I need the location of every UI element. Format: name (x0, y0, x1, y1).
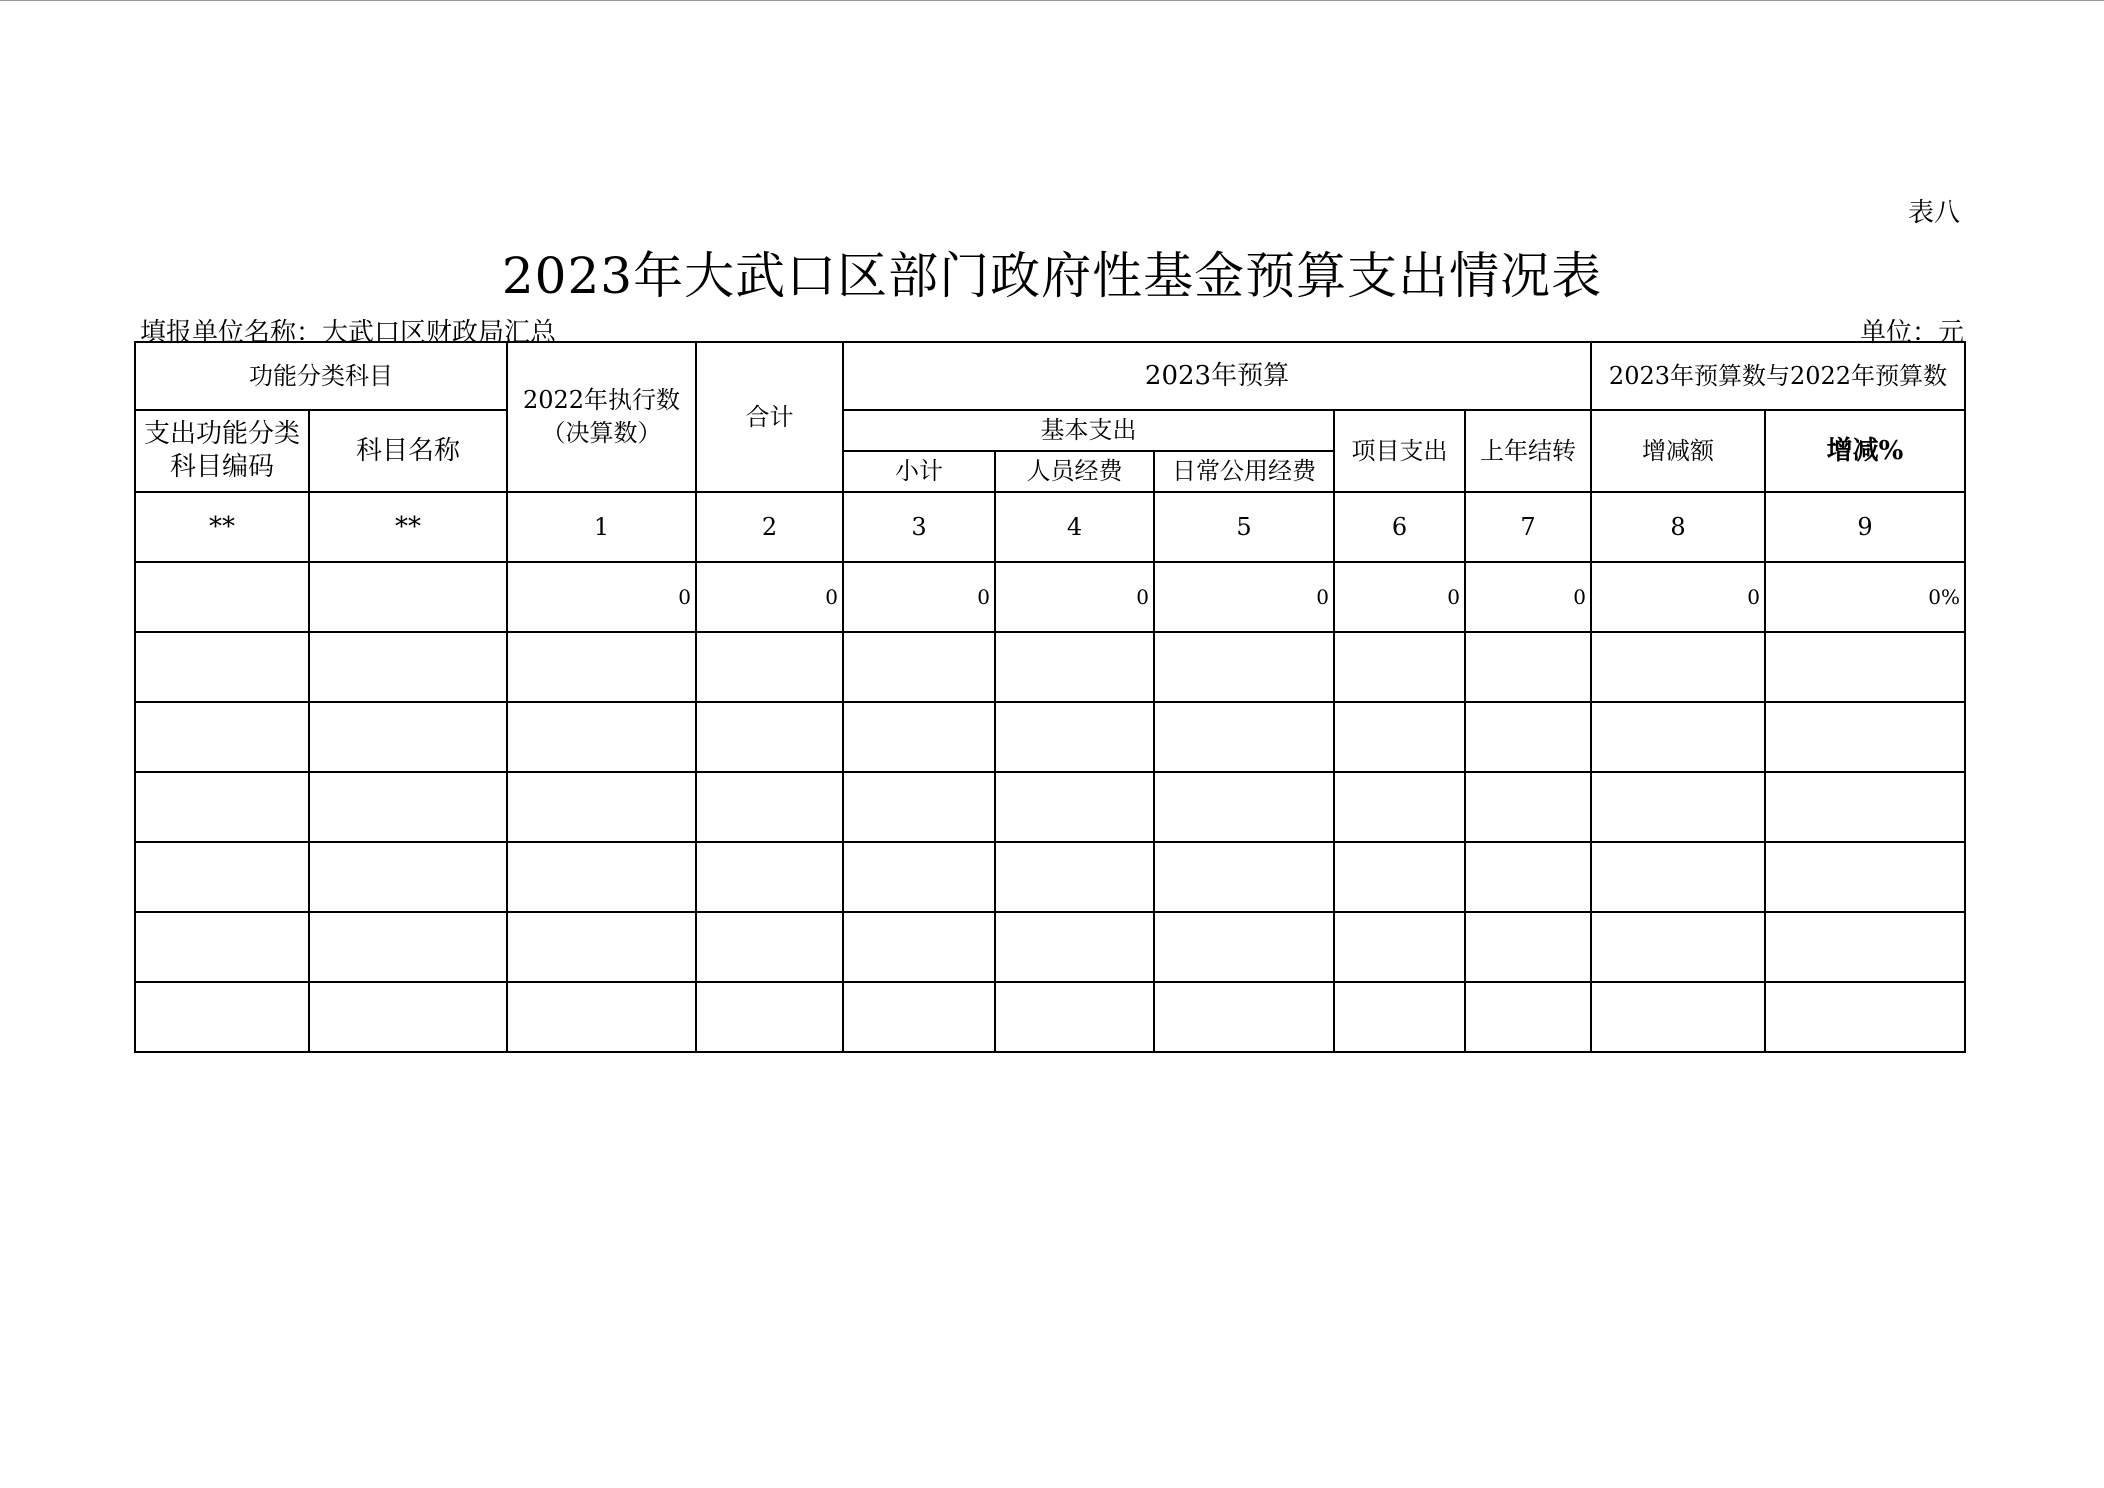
table-cell (1465, 772, 1591, 842)
currency-unit: 单位：元 (1859, 318, 1964, 348)
header-subtotal: 小计 (843, 451, 995, 492)
table-cell (1154, 842, 1334, 912)
header-project-exp: 项目支出 (1334, 410, 1465, 492)
table-cell (309, 912, 507, 982)
table-cell (995, 702, 1154, 772)
table-cell (507, 982, 696, 1052)
index-cell: 8 (1591, 492, 1765, 562)
header-row-1 (135, 342, 1965, 410)
table-cell (1765, 772, 1965, 842)
table-cell (843, 982, 995, 1052)
table-cell: 0 (507, 562, 696, 632)
table-cell (309, 982, 507, 1052)
table-cell (995, 772, 1154, 842)
table-cell (135, 702, 309, 772)
table-cell (135, 842, 309, 912)
table-cell (135, 772, 309, 842)
table-row (135, 702, 1965, 772)
table-cell (1765, 702, 1965, 772)
table-cell (995, 912, 1154, 982)
table-cell: 0 (1154, 562, 1334, 632)
header-change-amt: 增减额 (1591, 410, 1765, 492)
header-compare: 2023年预算数与2022年预算数 (1591, 342, 1965, 410)
index-cell: 7 (1465, 492, 1591, 562)
table-cell: 0 (1334, 562, 1465, 632)
table-cell (696, 632, 843, 702)
table-cell (309, 562, 507, 632)
table-cell (1154, 772, 1334, 842)
table-cell (309, 702, 507, 772)
table-cell: 0 (1591, 562, 1765, 632)
header-change-pct: 增减% (1765, 410, 1965, 492)
table-cell (1465, 702, 1591, 772)
table-cell (309, 772, 507, 842)
table-cell (696, 842, 843, 912)
table-row (135, 842, 1965, 912)
table-cell (696, 982, 843, 1052)
index-row (135, 492, 1965, 562)
table-cell (1591, 982, 1765, 1052)
table-cell (1465, 912, 1591, 982)
table-cell (1334, 632, 1465, 702)
table-cell (1465, 982, 1591, 1052)
table-cell (1765, 982, 1965, 1052)
table-cell: 0 (843, 562, 995, 632)
table-cell: 0 (995, 562, 1154, 632)
header-exec-2022: 2022年执行数 （决算数） (507, 342, 696, 492)
table-cell (507, 912, 696, 982)
header-basic-exp: 基本支出 (843, 410, 1334, 451)
table-cell: 0 (696, 562, 843, 632)
table-row (135, 562, 1965, 632)
table-cell (1334, 982, 1465, 1052)
table-row (135, 632, 1965, 702)
table-cell (995, 632, 1154, 702)
table-cell (135, 562, 309, 632)
table-cell: 0 (1465, 562, 1591, 632)
table-cell (507, 772, 696, 842)
table-cell (1765, 912, 1965, 982)
table-cell (507, 632, 696, 702)
header-daily-public: 日常公用经费 (1154, 451, 1334, 492)
index-cell: ** (135, 492, 309, 562)
table-number: 表八 (1907, 198, 1960, 228)
table-cell (696, 702, 843, 772)
index-cell: 3 (843, 492, 995, 562)
table-cell (843, 632, 995, 702)
table-cell (1334, 772, 1465, 842)
table-cell (135, 912, 309, 982)
header-budget-2023: 2023年预算 (843, 342, 1591, 410)
header-func-code: 支出功能分类 科目编码 (135, 410, 309, 492)
table-cell (1465, 632, 1591, 702)
table-cell (1591, 842, 1765, 912)
table-cell (1591, 702, 1765, 772)
index-cell: ** (309, 492, 507, 562)
top-rule (0, 0, 2104, 1)
table-cell (507, 702, 696, 772)
budget-expenditure-table (134, 341, 1966, 1053)
table-cell (995, 842, 1154, 912)
index-cell: 1 (507, 492, 696, 562)
table-cell (309, 632, 507, 702)
table-cell (1591, 772, 1765, 842)
table-row (135, 772, 1965, 842)
table-cell (135, 982, 309, 1052)
reporting-unit-name: 填报单位名称：大武口区财政局汇总 (140, 318, 557, 348)
header-total: 合计 (696, 342, 843, 492)
header-carryover: 上年结转 (1465, 410, 1591, 492)
table-row (135, 982, 1965, 1052)
table-cell (696, 772, 843, 842)
table-cell (843, 702, 995, 772)
table-cell (1591, 632, 1765, 702)
table-cell (995, 982, 1154, 1052)
table-cell (135, 632, 309, 702)
table-cell (1591, 912, 1765, 982)
index-cell: 2 (696, 492, 843, 562)
header-row-2 (135, 410, 1965, 451)
table-cell (1154, 632, 1334, 702)
table-row (135, 912, 1965, 982)
index-cell: 9 (1765, 492, 1965, 562)
table-cell (696, 912, 843, 982)
table-cell (1154, 912, 1334, 982)
table-cell (1765, 632, 1965, 702)
table-cell (1334, 912, 1465, 982)
index-cell: 5 (1154, 492, 1334, 562)
table-cell (1154, 982, 1334, 1052)
header-func-class: 功能分类科目 (135, 342, 507, 410)
table-cell (309, 842, 507, 912)
table-cell (1334, 842, 1465, 912)
table-cell (843, 912, 995, 982)
header-subject-name: 科目名称 (309, 410, 507, 492)
index-cell: 4 (995, 492, 1154, 562)
table-cell (843, 772, 995, 842)
table-cell (507, 842, 696, 912)
table-cell: 0% (1765, 562, 1965, 632)
page-title: 2023年大武口区部门政府性基金预算支出情况表 (501, 247, 1603, 305)
header-personnel: 人员经费 (995, 451, 1154, 492)
table-cell (843, 842, 995, 912)
table-cell (1334, 702, 1465, 772)
table-cell (1765, 842, 1965, 912)
index-cell: 6 (1334, 492, 1465, 562)
table-cell (1465, 842, 1591, 912)
table-cell (1154, 702, 1334, 772)
